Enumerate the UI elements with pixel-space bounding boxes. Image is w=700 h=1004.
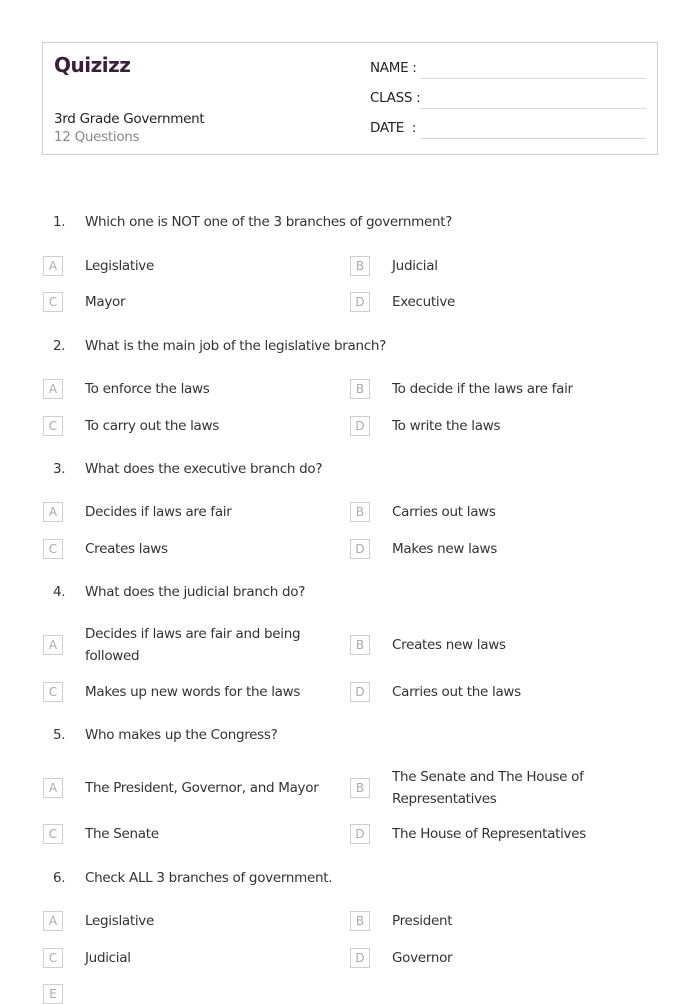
option-text: The Senate and The House of Representatives bbox=[392, 769, 584, 807]
option-text: To carry out the laws bbox=[85, 418, 219, 434]
option-box-b[interactable]: B bbox=[350, 379, 370, 399]
option-box-d[interactable]: D bbox=[350, 682, 370, 702]
option-text: To write the laws bbox=[392, 418, 501, 434]
name-field[interactable] bbox=[420, 78, 646, 79]
date-field[interactable] bbox=[420, 138, 646, 139]
name-label: NAME : bbox=[370, 60, 417, 76]
option-box-b[interactable]: B bbox=[350, 635, 370, 655]
option-text: Carries out the laws bbox=[392, 684, 521, 700]
question-number: 5. bbox=[53, 727, 66, 743]
question-text: Check ALL 3 branches of government. bbox=[85, 870, 333, 886]
question-text: Which one is NOT one of the 3 branches of government? bbox=[85, 214, 453, 230]
worksheet-header bbox=[42, 42, 658, 155]
option-text: To enforce the laws bbox=[85, 381, 210, 397]
option-box-c[interactable]: C bbox=[43, 948, 63, 968]
option-text: Judicial bbox=[85, 950, 131, 966]
question-text: What is the main job of the legislative branch? bbox=[85, 338, 386, 354]
option-box-a[interactable]: A bbox=[43, 379, 63, 399]
option-box-d[interactable]: D bbox=[350, 824, 370, 844]
option-box-a[interactable]: A bbox=[43, 911, 63, 931]
option-text: The House of Representatives bbox=[392, 826, 586, 842]
option-box-a[interactable]: A bbox=[43, 502, 63, 522]
question-text: What does the judicial branch do? bbox=[85, 584, 306, 600]
option-text: The Senate bbox=[85, 826, 159, 842]
option-text: Makes up new words for the laws bbox=[85, 684, 301, 700]
quizizz-logo: Quizizz bbox=[54, 53, 131, 77]
option-text: Creates new laws bbox=[392, 637, 506, 653]
option-box-d[interactable]: D bbox=[350, 539, 370, 559]
question-text: What does the executive branch do? bbox=[85, 461, 323, 477]
option-box-b[interactable]: B bbox=[350, 502, 370, 522]
option-box-c[interactable]: C bbox=[43, 416, 63, 436]
question-count: 12 Questions bbox=[54, 129, 140, 145]
option-text: Decides if laws are fair bbox=[85, 504, 232, 520]
option-text: Legislative bbox=[85, 258, 155, 274]
question-number: 1. bbox=[53, 214, 66, 230]
option-box-a[interactable]: A bbox=[43, 256, 63, 276]
option-box-a[interactable]: A bbox=[43, 778, 63, 798]
option-box-b[interactable]: B bbox=[350, 256, 370, 276]
option-text: Governor bbox=[392, 950, 453, 966]
question-text: Who makes up the Congress? bbox=[85, 727, 278, 743]
question-number: 3. bbox=[53, 461, 66, 477]
class-field[interactable] bbox=[420, 108, 646, 109]
option-text: Legislative bbox=[85, 913, 155, 929]
option-text: The President, Governor, and Mayor bbox=[85, 780, 319, 796]
option-box-c[interactable]: C bbox=[43, 539, 63, 559]
option-text: Judicial bbox=[392, 258, 438, 274]
class-label: CLASS : bbox=[370, 90, 421, 106]
option-box-b[interactable]: B bbox=[350, 911, 370, 931]
option-box-c[interactable]: C bbox=[43, 824, 63, 844]
option-box-c[interactable]: C bbox=[43, 682, 63, 702]
option-box-b[interactable]: B bbox=[350, 778, 370, 798]
date-label: DATE : bbox=[370, 120, 417, 136]
option-box-c[interactable]: C bbox=[43, 292, 63, 312]
option-text: Creates laws bbox=[85, 541, 168, 557]
option-text: To decide if the laws are fair bbox=[392, 381, 573, 397]
option-box-d[interactable]: D bbox=[350, 948, 370, 968]
option-text: Executive bbox=[392, 294, 456, 310]
option-box-a[interactable]: A bbox=[43, 635, 63, 655]
option-text: Carries out laws bbox=[392, 504, 496, 520]
option-text: President bbox=[392, 913, 453, 929]
option-box-d[interactable]: D bbox=[350, 416, 370, 436]
question-number: 2. bbox=[53, 338, 66, 354]
option-box-d[interactable]: D bbox=[350, 292, 370, 312]
option-text: Makes new laws bbox=[392, 541, 497, 557]
worksheet-title: 3rd Grade Government bbox=[54, 111, 205, 127]
question-number: 4. bbox=[53, 584, 66, 600]
question-number: 6. bbox=[53, 870, 66, 886]
option-text: Decides if laws are fair and being followed bbox=[85, 626, 301, 664]
option-box-e[interactable]: E bbox=[43, 984, 63, 1004]
option-text: Mayor bbox=[85, 294, 126, 310]
